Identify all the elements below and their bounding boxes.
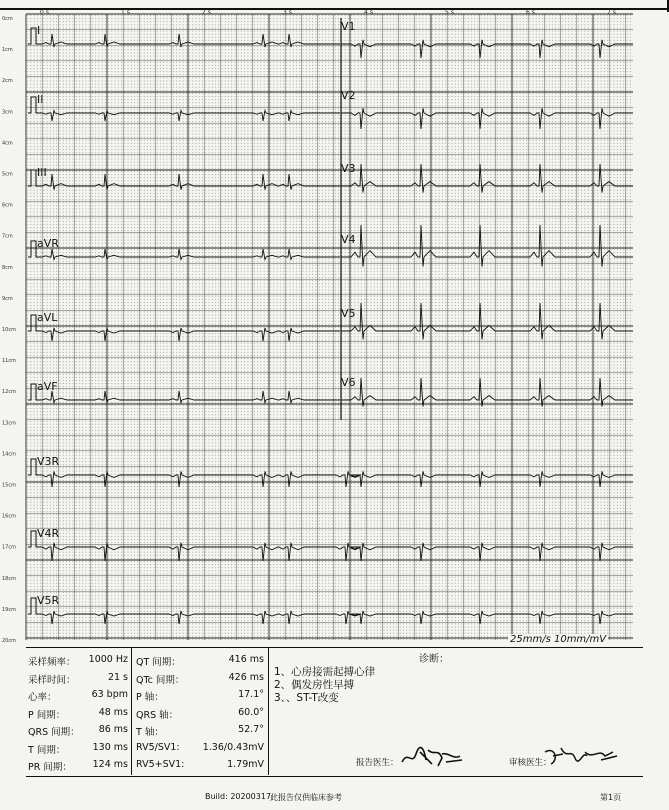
ruler-label: 14cm bbox=[2, 451, 16, 458]
cm-ruler bbox=[2, 16, 16, 644]
lead-label: V3R bbox=[37, 455, 60, 468]
page-number: 第1页 bbox=[600, 793, 622, 802]
param-label: QRS 轴： bbox=[136, 709, 179, 721]
param-label: QTc 间期： bbox=[136, 674, 185, 686]
ruler-label: 17cm bbox=[2, 544, 16, 551]
time-mark: 1 s bbox=[121, 9, 130, 16]
param-label: RV5/SV1: bbox=[136, 741, 180, 753]
param-value: 426 ms bbox=[228, 671, 264, 683]
param-value: 63 bpm bbox=[91, 689, 128, 700]
diagnosis-title: 诊断： bbox=[419, 654, 449, 665]
review-doctor-signature bbox=[541, 742, 621, 770]
ruler-label: 15cm bbox=[2, 482, 16, 489]
param-row bbox=[26, 705, 131, 721]
param-value: 60.0° bbox=[238, 706, 264, 718]
param-row bbox=[132, 705, 268, 721]
param-row bbox=[26, 757, 131, 773]
ruler-label: 16cm bbox=[2, 513, 16, 520]
ruler-label: 3cm bbox=[2, 109, 13, 116]
param-value: 17.1° bbox=[238, 689, 264, 700]
lead-label: V4R bbox=[37, 527, 60, 540]
param-value: 1.79mV bbox=[227, 759, 264, 770]
param-value: 1000 Hz bbox=[88, 654, 128, 665]
lead-label: aVR bbox=[37, 237, 59, 250]
lead-label: V5 bbox=[341, 307, 356, 320]
param-label: T 间期： bbox=[28, 744, 66, 756]
report-doctor-label: 报告医生： bbox=[356, 758, 399, 768]
time-mark: 7 s bbox=[607, 9, 616, 16]
param-row bbox=[132, 722, 268, 738]
param-label: P 间期： bbox=[28, 709, 66, 721]
param-value: 1.36/0.43mV bbox=[202, 741, 264, 753]
param-label: QT 间期： bbox=[136, 657, 181, 668]
clinical-note: 此报告仅供临床参考 bbox=[270, 793, 342, 802]
ruler-label: 8cm bbox=[2, 264, 13, 271]
time-mark: 5 s bbox=[445, 9, 454, 16]
param-label: RV5+SV1: bbox=[136, 759, 185, 770]
param-label: 心率： bbox=[28, 692, 57, 703]
ruler-label: 2cm bbox=[2, 78, 13, 85]
lead-label: II bbox=[37, 93, 44, 106]
report-doctor-signature bbox=[398, 744, 468, 772]
lead-label: V3 bbox=[341, 162, 356, 175]
ruler-label: 10cm bbox=[2, 327, 16, 333]
param-label: PR 间期： bbox=[28, 762, 72, 773]
ruler-label: 12cm bbox=[2, 389, 16, 396]
lead-label: V1 bbox=[341, 20, 356, 33]
params-left-column bbox=[26, 648, 132, 775]
speed-gain-label: 25mm/s 10mm/mV bbox=[510, 634, 607, 645]
lead-label: V6 bbox=[341, 376, 356, 389]
param-row bbox=[132, 757, 268, 773]
lead-label: V2 bbox=[341, 89, 356, 102]
param-value: 124 ms bbox=[92, 759, 128, 770]
ruler-label: 19cm bbox=[2, 606, 16, 613]
diagnosis-list bbox=[274, 666, 375, 705]
param-label: 采样时间： bbox=[28, 674, 76, 686]
build-info: Build: 20200317 bbox=[205, 792, 272, 801]
param-label: QRS 间期： bbox=[28, 727, 80, 738]
diagnosis-item: 1、心房接需起搏心律 bbox=[274, 666, 376, 678]
param-row bbox=[26, 652, 131, 668]
param-value: 130 ms bbox=[92, 741, 128, 753]
time-mark: 3 s bbox=[283, 9, 292, 16]
param-label: 采样频率： bbox=[28, 657, 76, 668]
param-row bbox=[26, 687, 131, 703]
param-value: 21 s bbox=[107, 671, 128, 683]
ruler-label: 9cm bbox=[2, 295, 13, 302]
lead-label: aVL bbox=[37, 311, 58, 324]
ruler-label: 18cm bbox=[2, 575, 16, 582]
ruler-label: 13cm bbox=[2, 420, 16, 427]
param-value: 48 ms bbox=[98, 706, 128, 718]
lead-label: V4 bbox=[341, 233, 356, 246]
ruler-label: 5cm bbox=[2, 171, 13, 178]
review-doctor-label: 审核医生： bbox=[509, 758, 552, 768]
ruler-label: 0cm bbox=[2, 16, 13, 22]
time-mark: 0 s bbox=[40, 9, 49, 16]
param-row bbox=[26, 740, 131, 756]
time-mark: 2 s bbox=[202, 9, 211, 16]
param-row bbox=[132, 652, 268, 668]
ruler-label: 1cm bbox=[2, 47, 13, 54]
ruler-label: 11cm bbox=[2, 358, 16, 365]
param-value: 52.7° bbox=[238, 724, 264, 735]
param-row bbox=[132, 687, 268, 703]
lead-label: V5R bbox=[37, 594, 60, 607]
param-row bbox=[132, 740, 268, 756]
lead-label: aVF bbox=[37, 380, 58, 393]
time-mark: 6 s bbox=[526, 9, 535, 16]
params-middle-column bbox=[132, 648, 269, 775]
lead-label: I bbox=[37, 24, 41, 37]
diagnosis-item: 2、偶发房性早搏 bbox=[274, 679, 355, 691]
ruler-label: 20cm bbox=[2, 638, 16, 644]
ruler-label: 7cm bbox=[2, 233, 13, 240]
param-row bbox=[26, 670, 131, 686]
param-label: P 轴： bbox=[136, 692, 164, 703]
param-label: T 轴： bbox=[136, 727, 164, 738]
param-row bbox=[26, 722, 131, 738]
time-mark: 4 s bbox=[364, 9, 373, 16]
param-value: 416 ms bbox=[228, 654, 264, 665]
diagnosis-item: 3、、ST-T改变 bbox=[274, 692, 339, 704]
ruler-label: 4cm bbox=[2, 140, 13, 147]
report-info-panel bbox=[26, 647, 643, 777]
param-row bbox=[132, 670, 268, 686]
lead-label: III bbox=[37, 166, 47, 179]
ruler-label: 6cm bbox=[2, 202, 13, 209]
param-value: 86 ms bbox=[98, 724, 128, 735]
